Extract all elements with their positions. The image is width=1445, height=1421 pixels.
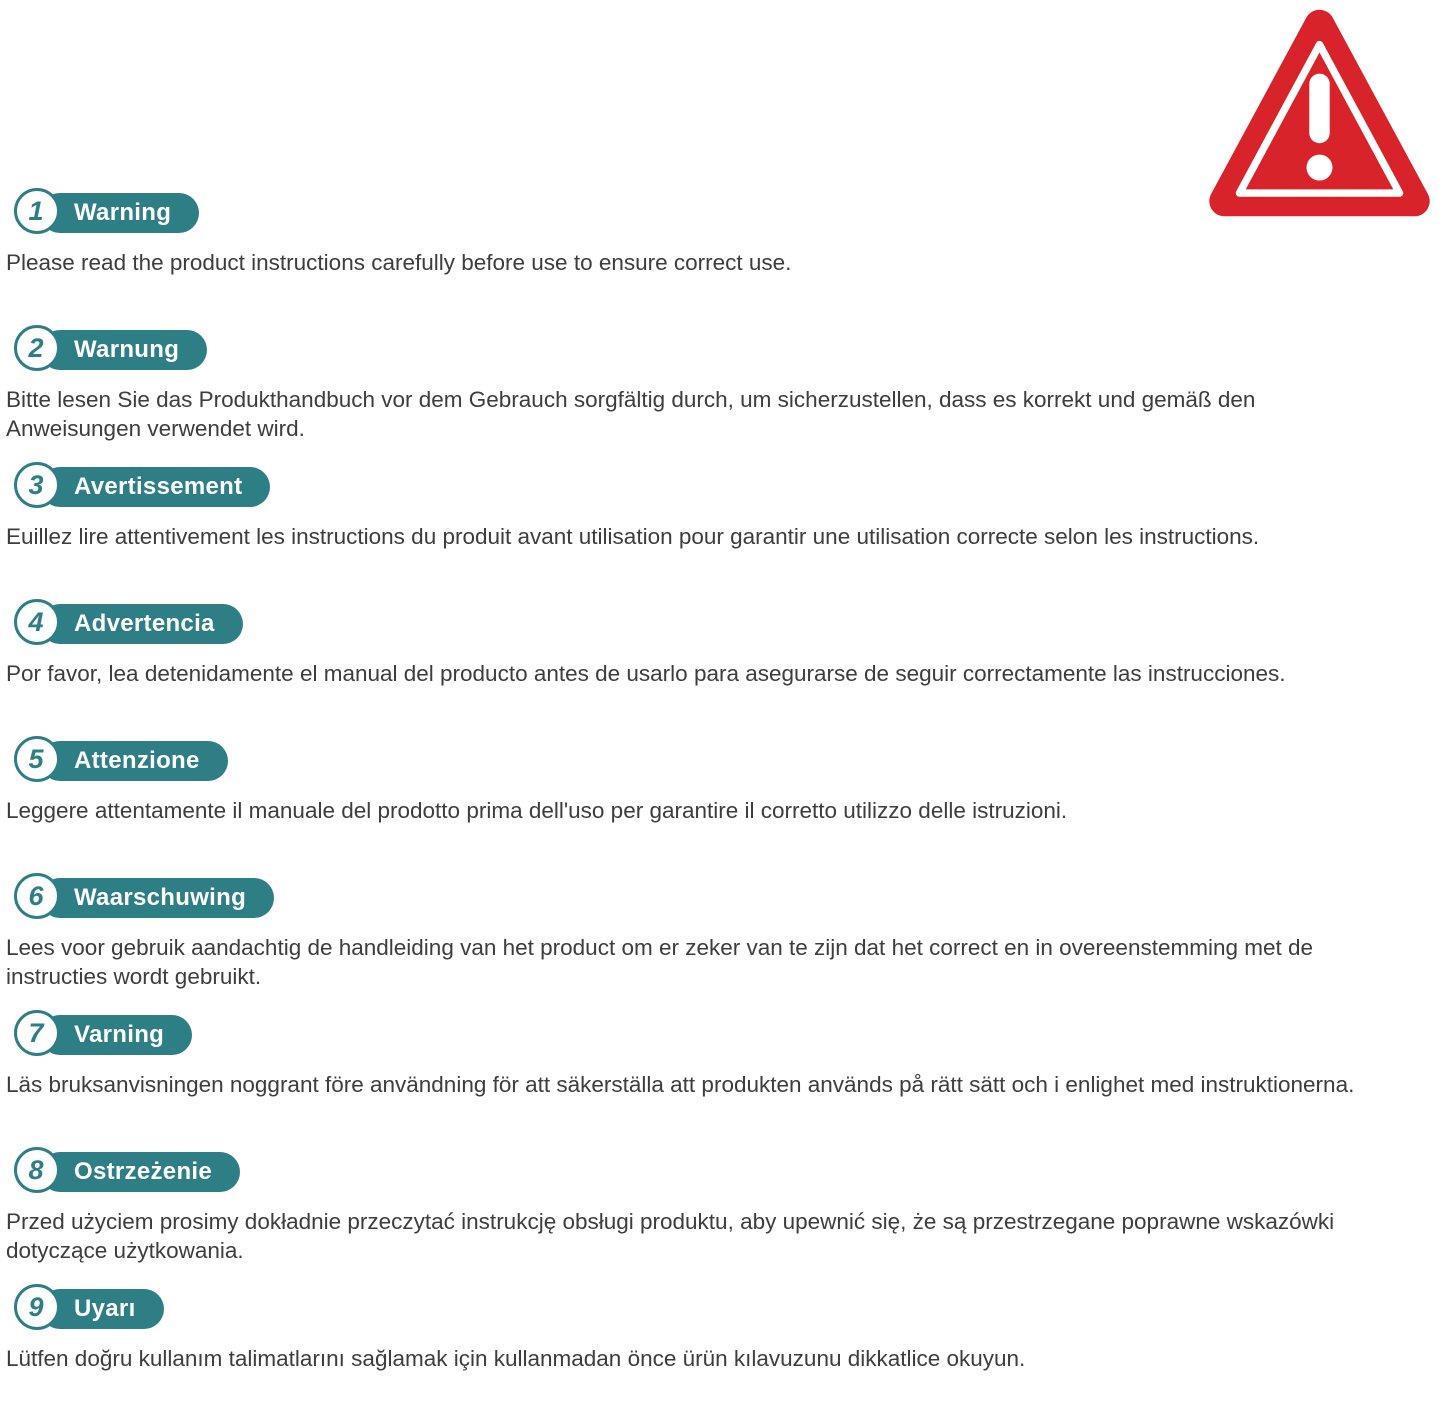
section-body: Leggere attentamente il manuale del prodotto prima dell'uso per garantire il corretto utilizzo delle istruzioni. bbox=[6, 798, 1068, 823]
section-number: 7 bbox=[28, 1017, 44, 1048]
section-badge bbox=[14, 1010, 192, 1056]
warning-section bbox=[6, 736, 1395, 873]
section-number: 6 bbox=[28, 880, 44, 911]
section-number-circle bbox=[14, 1147, 60, 1193]
warning-sections-list bbox=[6, 188, 1395, 1421]
section-badge bbox=[14, 736, 228, 782]
section-badge bbox=[14, 325, 207, 371]
section-number: 3 bbox=[28, 469, 44, 500]
section-number-circle bbox=[14, 1284, 60, 1330]
section-body: Please read the product instructions carefully before use to ensure correct use. bbox=[6, 250, 792, 275]
section-badge bbox=[14, 1284, 164, 1330]
section-number-circle bbox=[14, 599, 60, 645]
section-badge bbox=[14, 462, 270, 508]
section-label: Ostrzeżenie bbox=[40, 1152, 240, 1192]
section-number: 5 bbox=[28, 743, 44, 774]
section-number-circle bbox=[14, 736, 60, 782]
section-number: 1 bbox=[28, 195, 44, 226]
section-body: Por favor, lea detenidamente el manual del producto antes de usarlo para asegurarse de seguir correctamente las instrucciones. bbox=[6, 661, 1286, 686]
section-badge bbox=[14, 599, 243, 645]
warning-section bbox=[6, 1010, 1395, 1147]
warning-section bbox=[6, 873, 1395, 1010]
section-label: Waarschuwing bbox=[40, 878, 274, 918]
warning-section bbox=[6, 462, 1395, 599]
section-body: Lees voor gebruik aandachtig de handleiding van het product om er zeker van te zijn dat het correct en in overeenstemming met de instructies wordt gebruikt. bbox=[6, 935, 1314, 989]
warning-section bbox=[6, 1284, 1395, 1421]
section-body: Euillez lire attentivement les instructions du produit avant utilisation pour garantir une utilisation correcte selon les instructions. bbox=[6, 524, 1260, 549]
section-label: Warning bbox=[40, 193, 199, 233]
section-badge bbox=[14, 1147, 240, 1193]
section-number-circle bbox=[14, 188, 60, 234]
section-badge bbox=[14, 873, 274, 919]
section-label: Advertencia bbox=[40, 604, 243, 644]
section-number: 9 bbox=[28, 1291, 44, 1322]
section-number-circle bbox=[14, 1010, 60, 1056]
section-body: Przed użyciem prosimy dokładnie przeczytać instrukcję obsługi produktu, aby upewnić się, że są przestrzegane poprawne wskazówki dotyczące użytkowania. bbox=[6, 1209, 1335, 1263]
section-label: Avertissement bbox=[40, 467, 270, 507]
section-number: 4 bbox=[28, 606, 44, 637]
section-number-circle bbox=[14, 325, 60, 371]
section-label: Varning bbox=[40, 1015, 192, 1055]
section-body: Läs bruksanvisningen noggrant före användning för att säkerställa att produkten används på rätt sätt och i enlighet med instruktionerna. bbox=[6, 1072, 1355, 1097]
section-body: Lütfen doğru kullanım talimatlarını sağlamak için kullanmadan önce ürün kılavuzunu dikkatlice okuyun. bbox=[6, 1346, 1026, 1371]
warning-section bbox=[6, 1147, 1395, 1284]
section-label: Attenzione bbox=[40, 741, 228, 781]
section-number: 8 bbox=[28, 1154, 44, 1185]
warning-section bbox=[6, 188, 1395, 325]
section-label: Warnung bbox=[40, 330, 207, 370]
section-number-circle bbox=[14, 462, 60, 508]
section-badge bbox=[14, 188, 199, 234]
section-body: Bitte lesen Sie das Produkthandbuch vor dem Gebrauch sorgfältig durch, um sicherzustellen, dass es korrekt und gemäß den Anweisungen verwendet wird. bbox=[6, 387, 1256, 441]
section-number: 2 bbox=[28, 332, 44, 363]
section-number-circle bbox=[14, 873, 60, 919]
section-label: Uyarı bbox=[40, 1289, 164, 1329]
warning-section bbox=[6, 599, 1395, 736]
warning-section bbox=[6, 325, 1395, 462]
